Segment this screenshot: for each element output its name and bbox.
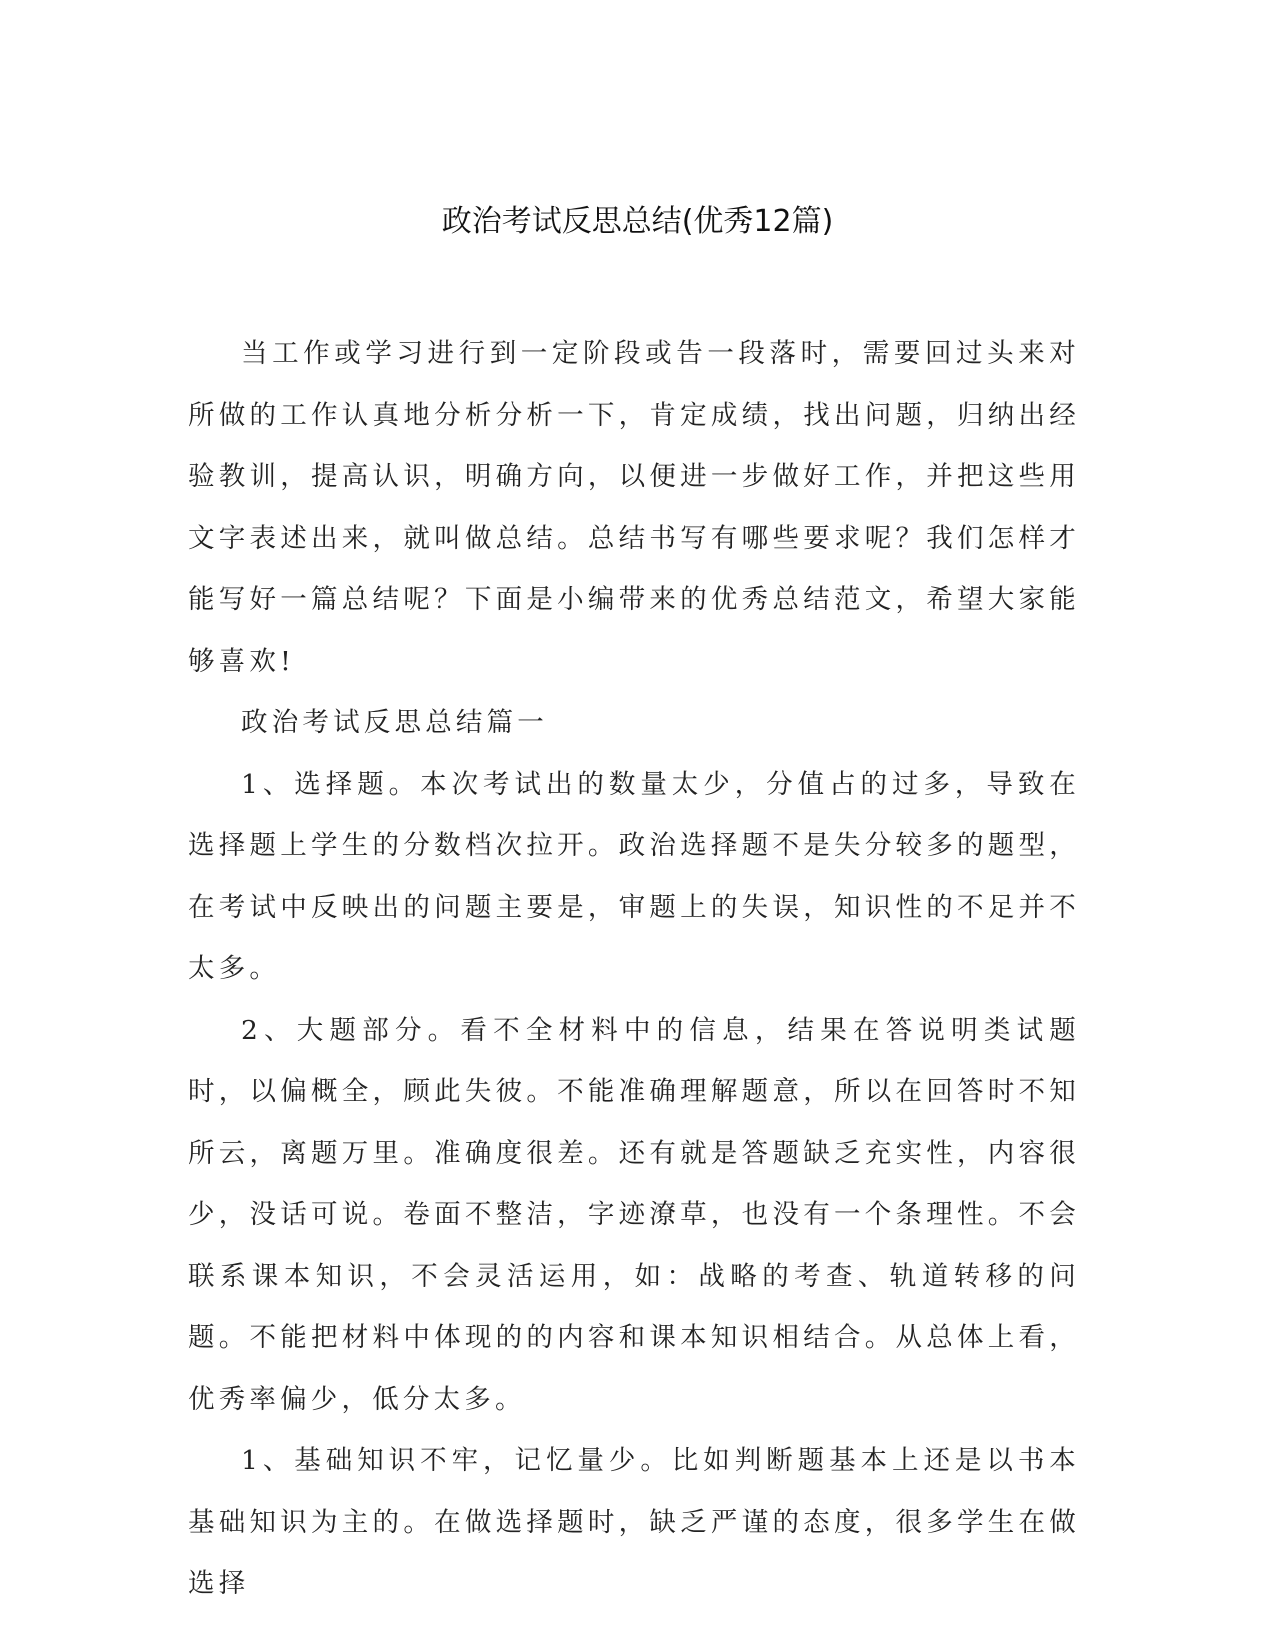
- document-body: [188, 323, 1080, 1615]
- paragraph-basic-knowledge: 1、基础知识不牢，记忆量少。比如判断题基本上还是以书本基础知识为主的。在做选择题时，缺乏严谨的态度，很多学生在做选择: [188, 1445, 1080, 1599]
- intro-paragraph: 当工作或学习进行到一定阶段或告一段落时，需要回过头来对所做的工作认真地分析分析一下，肯定成绩，找出问题，归纳出经验教训，提高认识，明确方向，以便进一步做好工作，并把这些用文字表述出来，就叫做总结。总结书写有哪些要求呢？我们怎样才能写好一篇总结呢？下面是小编带来的优秀总结范文，希望大家能够喜欢!: [188, 338, 1080, 677]
- paragraph-major-questions: 2、大题部分。看不全材料中的信息，结果在答说明类试题时，以偏概全，顾此失彼。不能准确理解题意，所以在回答时不知所云，离题万里。准确度很差。还有就是答题缺乏充实性，内容很少，没话可说。卷面不整洁，字迹潦草，也没有一个条理性。不会联系课本知识，不会灵活运用，如：战略的考查、轨道转移的问题。不能把材料中体现的的内容和课本知识相结合。从总体上看，优秀率偏少，低分太多。: [188, 1014, 1080, 1415]
- section-heading: 政治考试反思总结篇一: [241, 707, 548, 738]
- document-title: 政治考试反思总结(优秀12篇): [441, 204, 834, 239]
- paragraph-choice-questions: 1、选择题。本次考试出的数量太少，分值占的过多，导致在选择题上学生的分数档次拉开。政治选择题不是失分较多的题型，在考试中反映出的问题主要是，审题上的失误，知识性的不足并不太多。: [188, 768, 1080, 984]
